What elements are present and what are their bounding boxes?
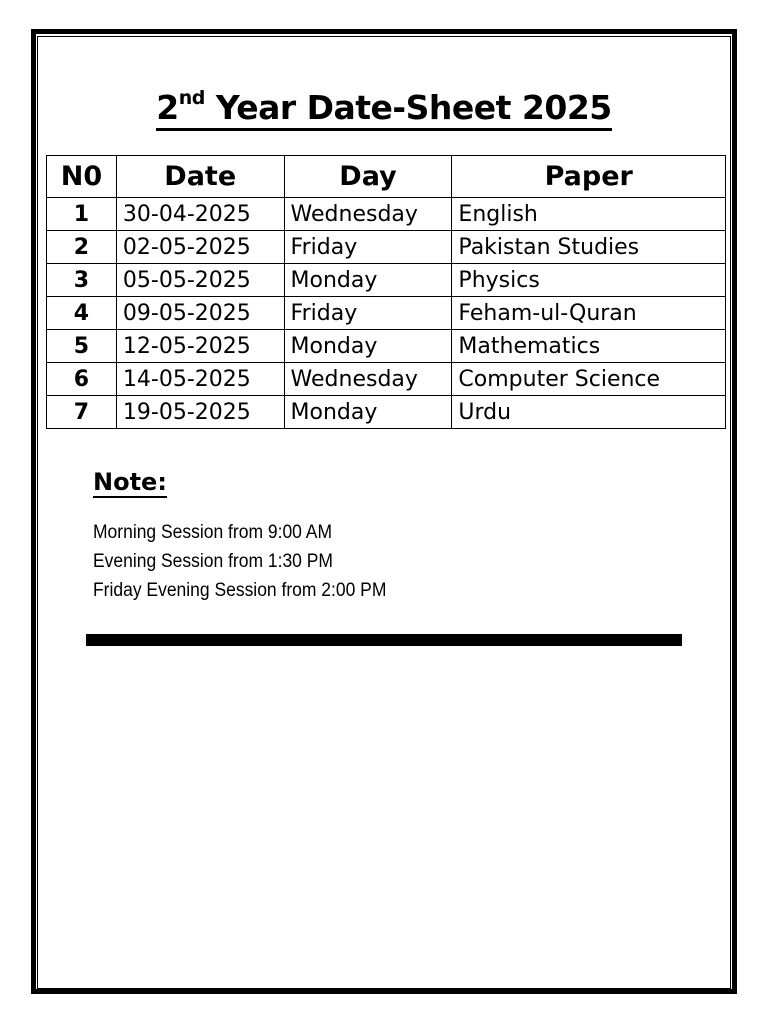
date-sheet-table <box>46 155 726 429</box>
cell-date: 12-05-2025 <box>116 330 284 363</box>
table-row <box>47 330 726 363</box>
table-row <box>47 396 726 429</box>
cell-paper: Mathematics <box>452 330 726 363</box>
cell-date: 30-04-2025 <box>116 198 284 231</box>
column-header-no: N0 <box>47 156 117 198</box>
title-prefix: 2 <box>156 88 179 127</box>
column-header-paper: Paper <box>452 156 726 198</box>
table-header-row <box>47 156 726 198</box>
cell-paper: Pakistan Studies <box>452 231 726 264</box>
note-line-evening: Evening Session from 1:30 PM <box>93 551 333 572</box>
cell-no: 5 <box>47 330 117 363</box>
title-rest: Year Date-Sheet 2025 <box>204 88 612 127</box>
cell-day: Monday <box>284 396 452 429</box>
cell-day: Monday <box>284 264 452 297</box>
cell-date: 02-05-2025 <box>116 231 284 264</box>
cell-no: 1 <box>47 198 117 231</box>
divider-bar <box>86 634 682 646</box>
cell-paper: Feham-ul-Quran <box>452 297 726 330</box>
cell-day: Friday <box>284 231 452 264</box>
cell-no: 3 <box>47 264 117 297</box>
table-row <box>47 231 726 264</box>
cell-date: 14-05-2025 <box>116 363 284 396</box>
cell-no: 4 <box>47 297 117 330</box>
cell-paper: Physics <box>452 264 726 297</box>
cell-day: Monday <box>284 330 452 363</box>
cell-no: 6 <box>47 363 117 396</box>
cell-paper: Urdu <box>452 396 726 429</box>
cell-paper: English <box>452 198 726 231</box>
cell-paper: Computer Science <box>452 363 726 396</box>
column-header-day: Day <box>284 156 452 198</box>
note-line-morning: Morning Session from 9:00 AM <box>93 522 333 543</box>
cell-no: 7 <box>47 396 117 429</box>
note-heading: Note: <box>93 468 167 496</box>
cell-date: 09-05-2025 <box>116 297 284 330</box>
table-row <box>47 297 726 330</box>
table-row <box>47 198 726 231</box>
cell-day: Wednesday <box>284 198 452 231</box>
note-list <box>93 518 412 605</box>
cell-no: 2 <box>47 231 117 264</box>
page-title <box>0 88 768 131</box>
cell-date: 05-05-2025 <box>116 264 284 297</box>
cell-date: 19-05-2025 <box>116 396 284 429</box>
table-row <box>47 363 726 396</box>
cell-day: Wednesday <box>284 363 452 396</box>
note-line-friday-evening: Friday Evening Session from 2:00 PM <box>93 580 387 601</box>
table-row <box>47 264 726 297</box>
cell-day: Friday <box>284 297 452 330</box>
column-header-date: Date <box>116 156 284 198</box>
title-superscript: nd <box>178 87 205 109</box>
